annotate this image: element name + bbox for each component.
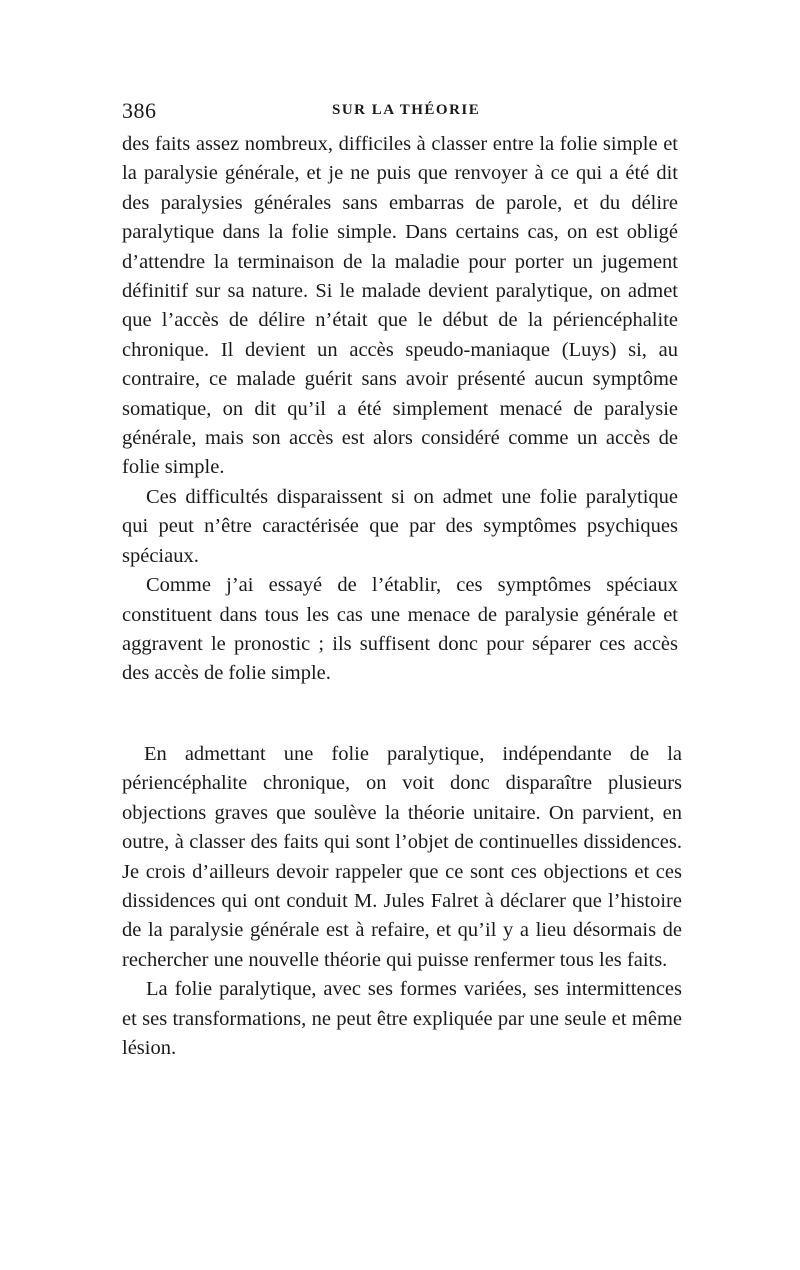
paragraph: La folie paralytique, avec ses formes variées, ses intermittences et ses transformations, ne peut être expliquée par une seule et même lésion.: [122, 978, 682, 1060]
page-number: 386: [122, 98, 157, 123]
text-section-1: [122, 130, 678, 689]
paragraph: En admettant une folie paralytique, indépendante de la périencéphalite chronique, on voit donc disparaître plusieurs objections graves que soulève la théorie unitaire. On parvient, en outre, à classer des faits qui sont l’objet de continuelles dissidences. Je crois d’ailleurs devoir rappeler que ce sont ces objections et ces dissidences qui ont conduit M. Jules Falret à déclarer que l’histoire de la paralysie générale est à refaire, et qu’il y a lieu désormais de rechercher une nouvelle théorie qui puisse renfermer tous les faits.: [122, 743, 682, 971]
running-head: [122, 98, 677, 128]
text-section-2: [122, 740, 682, 1063]
paragraph: des faits assez nombreux, difficiles à classer entre la folie simple et la paralysie générale, et je ne puis que renvoyer à ce qui a été dit des paralysies générales sans embarras de parole, et du délire paralytique dans la folie simple. Dans certains cas, on est obligé d’attendre la terminaison de la maladie pour porter un jugement définitif sur sa nature. Si le malade devient paralytique, on admet que l’accès de délire n’était que le début de la périencéphalite chronique. Il devient un accès speudo-maniaque (Luys) si, au contraire, ce malade guérit sans avoir présenté aucun symptôme somatique, on dit qu’il a été simplement menacé de paralysie générale, mais son accès est alors considéré comme un accès de folie simple.: [122, 133, 678, 479]
paragraph: Comme j’ai essayé de l’établir, ces symptômes spéciaux constituent dans tous les cas une menace de paralysie générale et aggravent le pronostic ; ils suffisent donc pour séparer ces accès des accès de folie simple.: [122, 574, 678, 685]
running-title: SUR LA THÉORIE: [332, 102, 481, 118]
paragraph: Ces difficultés disparaissent si on admet une folie paralytique qui peut n’être caractérisée que par des symptômes psychiques spéciaux.: [122, 485, 678, 567]
